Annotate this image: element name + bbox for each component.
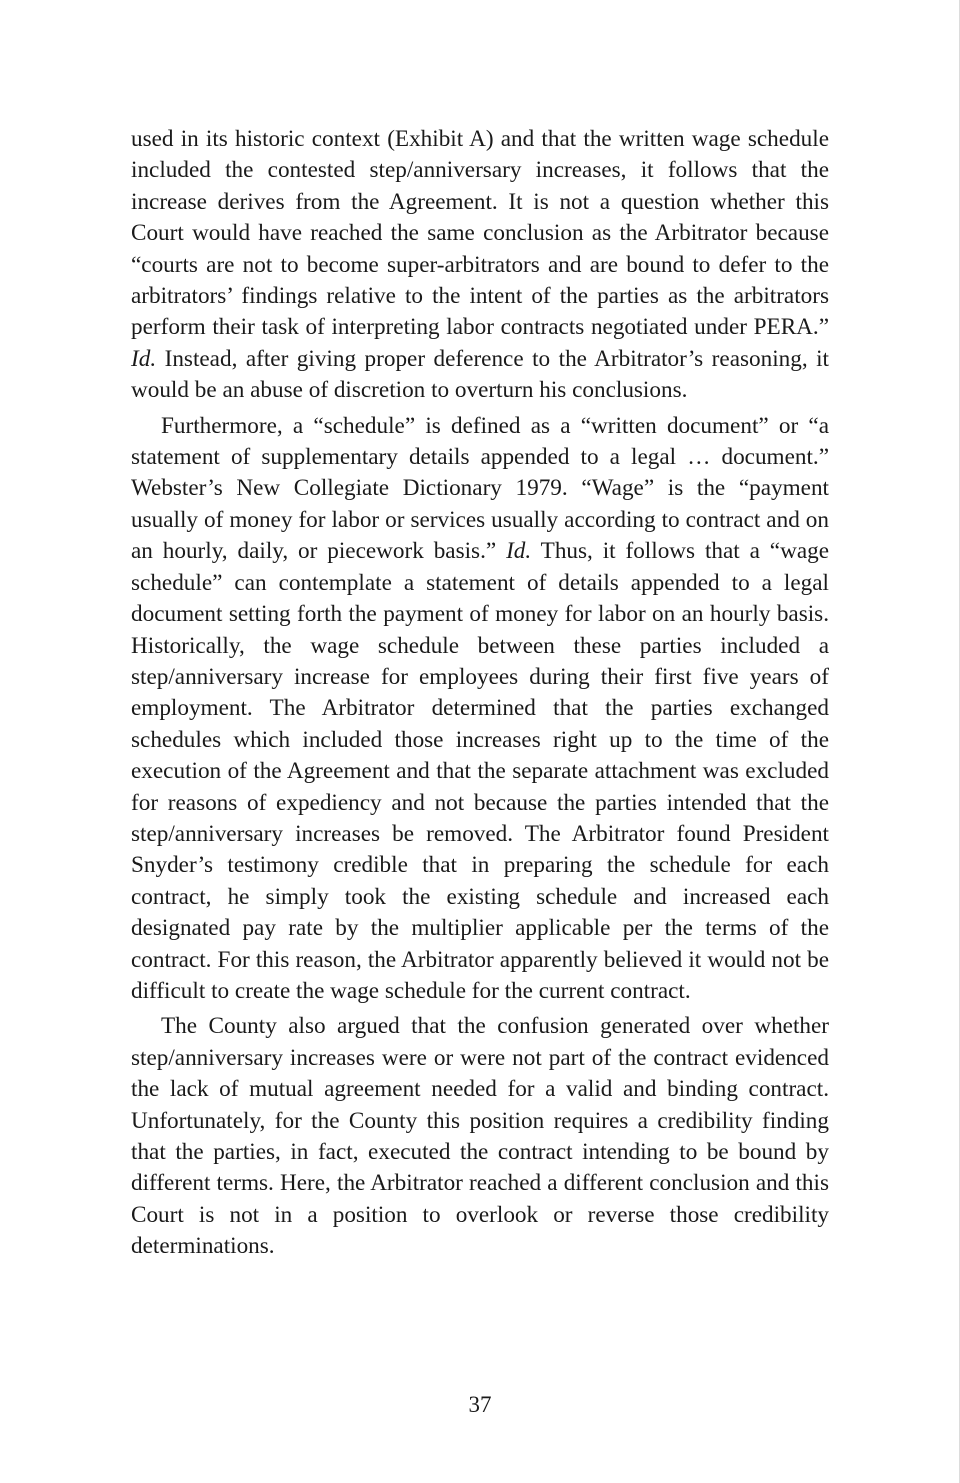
paragraph-2-text-a: Furthermore, a “schedule” is defined as a “written document” or “a statement of supplementary details appended to a legal … document.” Webster’s New Collegiate Dictionary 1979. “Wage” is the “payment usually of money for labor or services usually according to contract and on an hourly, daily, or piecework basis.” [131,412,829,565]
page-number: 37 [468,1392,492,1417]
paragraph-1-text-b: Instead, after giving proper deference to the Arbitrator’s reasoning, it would be an abuse of discretion to overturn his conclusions. [131,345,829,404]
paragraph-2 [131,411,829,1008]
paragraph-2-text-b: Thus, it follows that a “wage schedule” can contemplate a statement of details appended to a legal document setting forth the payment of money for labor on an hourly basis. Historically, the wage schedule between these parties included a step/anniversary increase for employees during their first five years of employment. The Arbitrator determined that the parties exchanged schedules which included those increases right up to the time of the execution of the Agreement and that the separate attachment was excluded for reasons of expediency and not because the parties intended that the step/anniversary increases be removed. The Arbitrator found President Snyder’s testimony credible that in preparing the schedule for each contract, he simply took the existing schedule and increased each designated pay rate by the multiplier applicable per the terms of the contract. For this reason, the Arbitrator apparently believed it would not be difficult to create the wage schedule for the current contract. [131,538,829,1004]
paragraph-3-text: The County also argued that the confusion generated over whether step/anniversary increases were or were not part of the contract evidenced the lack of mutual agreement needed for a valid and binding contract. Unfortunately, for the County this position requires a credibility finding that the parties, in fact, executed the contract intending to be bound by different terms. Here, the Arbitrator reached a different conclusion and this Court is not in a position to overlook or reverse those credibility determinations. [131,1013,829,1260]
paragraph-2-citation-id: Id. [506,538,532,565]
paragraph-1-citation-id: Id. [131,345,157,372]
paragraph-1-text-a: used in its historic context (Exhibit A) and that the written wage schedule included the contested step/anniversary increases, it follows that the increase derives from the Agreement. It is not a question whether this Court would have reached the same conclusion as the Arbitrator because “courts are not to become super-arbitrators and are bound to defer to the arbitrators’ findings relative to the intent of the parties as the arbitrators perform their task of interpreting labor contracts negotiated under PERA.” [131,126,829,341]
body-text [131,124,829,1267]
paragraph-1 [131,124,829,407]
paragraph-3 [131,1011,829,1262]
